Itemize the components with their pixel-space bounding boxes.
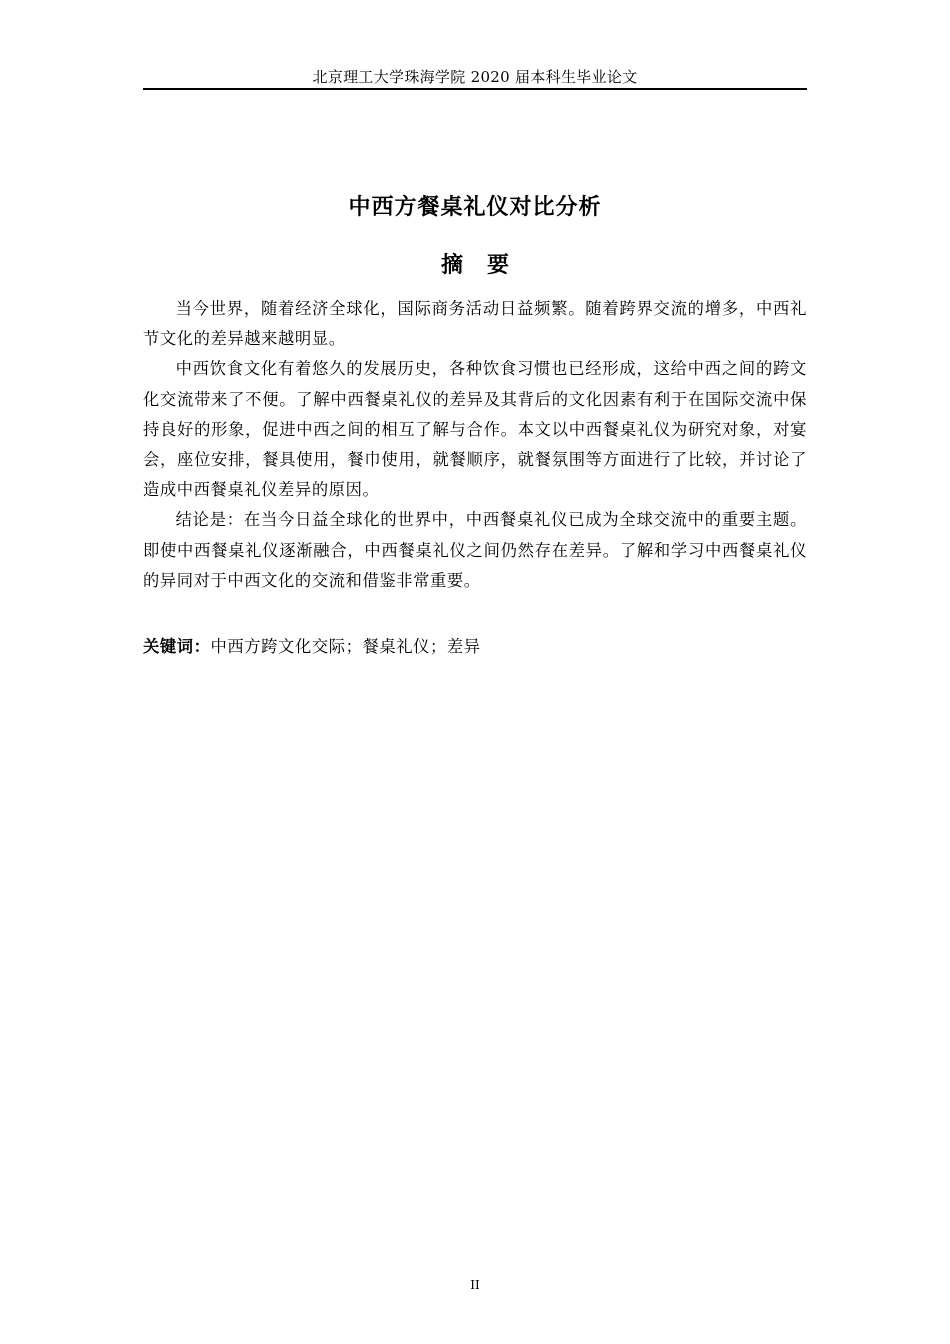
document-title: 中西方餐桌礼仪对比分析 xyxy=(348,195,602,220)
abstract-heading: 摘要 xyxy=(440,253,533,278)
abstract-paragraph-1: 当今世界，随着经济全球化，国际商务活动日益频繁。随着跨界交流的增多，中西礼节文化的差异越来越明显。 xyxy=(143,299,807,349)
abstract-body xyxy=(143,294,807,596)
abstract-paragraph-2: 中西饮食文化有着悠久的发展历史，各种饮食习惯也已经形成，这给中西之间的跨文化交流带来了不便。了解中西餐桌礼仪的差异及其背后的文化因素有利于在国际交流中保持良好的形象，促进中西之间的相互了解与合作。本文以中西餐桌礼仪为研究对象，对宴会，座位安排，餐具使用，餐巾使用，就餐顺序，就餐氛围等方面进行了比较，并讨论了造成中西餐桌礼仪差异的原因。 xyxy=(143,359,807,500)
header-rule xyxy=(143,88,807,90)
keywords-value: 中西方跨文化交际；餐桌礼仪；差异 xyxy=(210,637,481,656)
abstract-paragraph-3: 结论是：在当今日益全球化的世界中，中西餐桌礼仪已成为全球交流中的重要主题。即使中西餐桌礼仪逐渐融合，中西餐桌礼仪之间仍然存在差异。了解和学习中西餐桌礼仪的异同对于中西文化的交流和借鉴非常重要。 xyxy=(143,510,807,590)
running-header: 北京理工大学珠海学院 2020 届本科生毕业论文 xyxy=(312,68,638,86)
page-number: II xyxy=(470,1278,480,1292)
keywords-label: 关键词： xyxy=(143,637,211,656)
keywords-line xyxy=(143,633,807,661)
